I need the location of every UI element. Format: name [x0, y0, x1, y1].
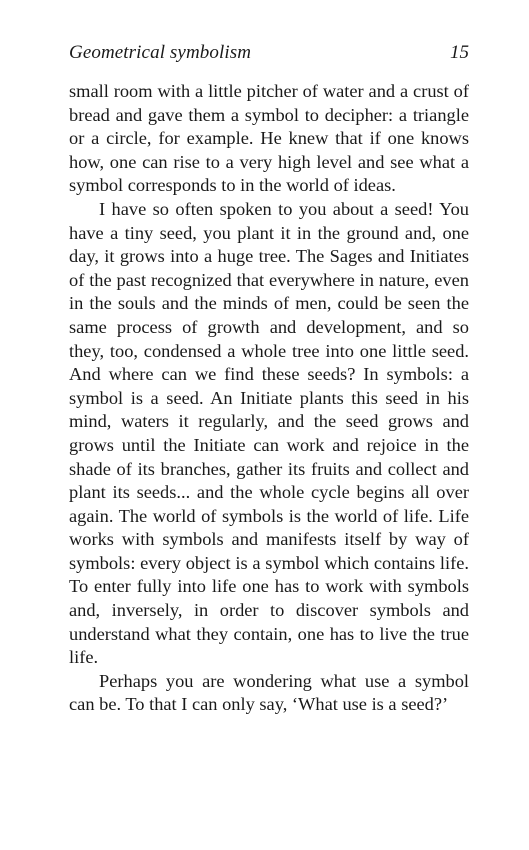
running-header [69, 40, 469, 80]
paragraph-3: Perhaps you are wondering what use a symbol can be. To that I can only say, ‘What use is a seed?’ [69, 670, 469, 715]
page-number: 15 [450, 42, 469, 63]
running-title: Geometrical symbolism [69, 42, 252, 63]
book-page [69, 40, 469, 717]
paragraph-1: small room with a little pitcher of water and a crust of bread and gave them a symbol to decipher: a triangle or a circle, for example. He knew that if one knows how, one can rise to a very high level and see what a symbol corresponds to in the world of ideas. [69, 81, 469, 196]
body-text [69, 80, 469, 717]
paragraph-2: I have so often spoken to you about a seed! You have a tiny seed, you plant it in the ground and, one day, it grows into a huge tree. The Sages and Initiates of the past recognized that everywhere in nature, even in the souls and the minds of men, could be seen the same process of growth and development, and so they, too, condensed a whole tree into one little seed. And where can we find these seeds? In symbols: a symbol is a seed. An Initiate plants this seed in his mind, waters it regularly, and the seed grows and grows until the Initiate can work and rejoice in the shade of its branches, gather its fruits and collect and plant its seeds... and the whole cycle begins all over again. The world of symbols is the world of life. Life works with symbols and manifests itself by way of symbols: every object is a symbol which contains life. To enter fully into life one has to work with symbols and, inversely, in order to discover symbols and understand what they contain, one has to live the true life. [69, 198, 469, 668]
